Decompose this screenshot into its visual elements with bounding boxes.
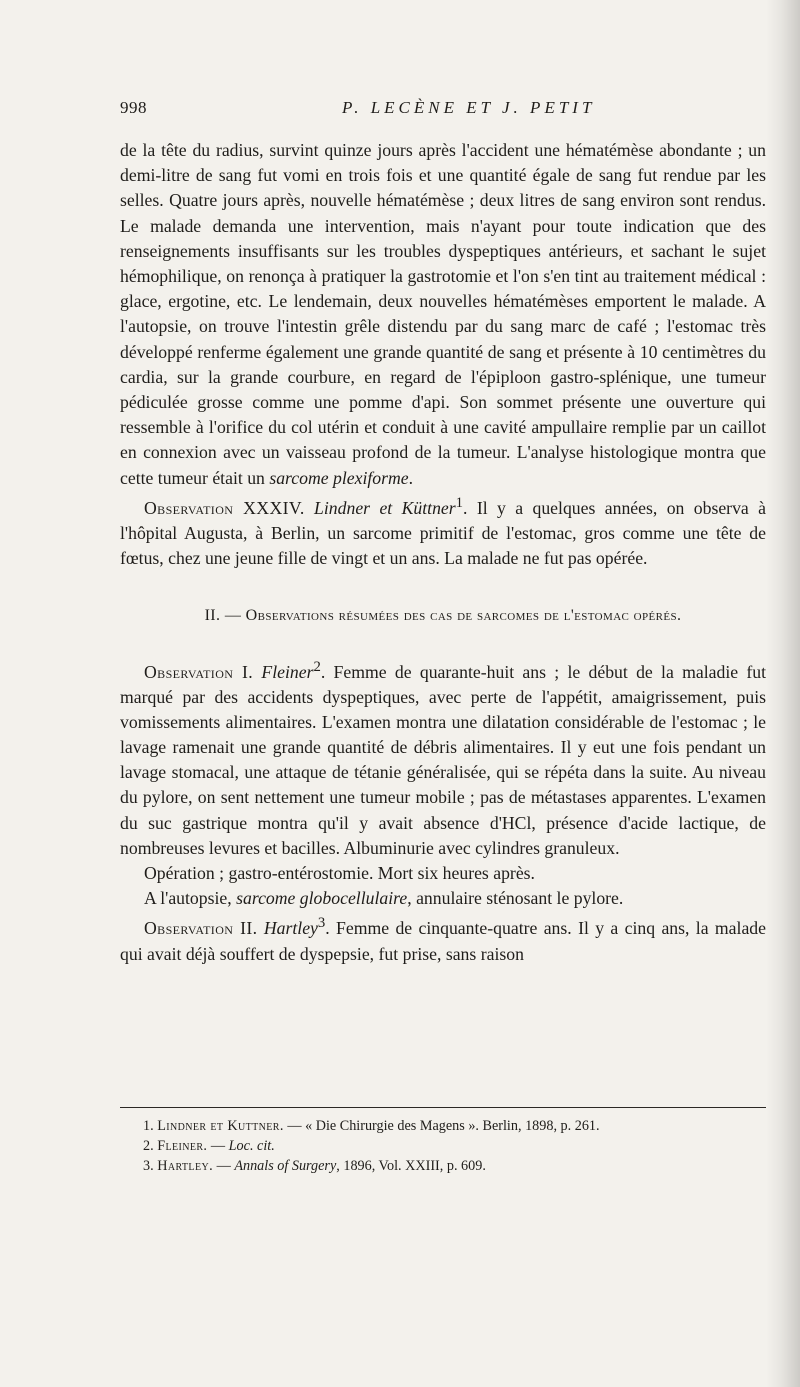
footnote-number: 1. <box>143 1118 154 1134</box>
footnote-title: Annals of Surgery <box>234 1158 337 1174</box>
paragraph-text: de la tête du radius, survint quinze jours après l'accident une hématémèse abondante ; un demi-litre de sang fut vomi en trois fois et une quantité égale de sang fut rendue par les selles. Quatre jours après, nouvelle hématémèse ; deux litres de sang environ sont rendus. Le malade demanda une intervention, mais n'ayant pour toute indication que des renseignements insuffisants sur les troubles dyspeptiques antérieurs, et sachant le sujet hémophilique, on renonça à pratiquer la gastrotomie et l'on s'en tint au traitement médical : glace, ergotine, etc. Le lendemain, deux nouvelles hématémèses emportent le malade. A l'autopsie, on trouve l'intestin grêle distendu par du sang marc de café ; l'estomac très développé renferme également une grande quantité de sang et présente à 10 centimètres du cardia, sur la grande courbure, en regard de l'épiploon gastro-splénique, une tumeur pédiculée grosse comme une pomme d'api. Son sommet présente une ouverture qui ressemble à l'orifice du col utérin et conduit à une cavité ampullaire remplie par un caillot en connexion avec un vaisseau profond de la tumeur. L'analyse histologique montra que cette tumeur était un <box>120 140 766 488</box>
running-title: P. LECÈNE ET J. PETIT <box>342 98 596 117</box>
footnote-text: — <box>216 1158 231 1174</box>
page-number: 998 <box>120 98 147 117</box>
footnote-title: Loc. cit. <box>228 1138 275 1154</box>
observation-label: Observation II. <box>144 918 258 939</box>
observation-label: Observation XXXIV. <box>144 497 305 518</box>
diagnosis-emphasis: sarcome plexiforme <box>269 467 409 488</box>
observation-1 <box>120 655 766 862</box>
observation-author: Hartley <box>263 918 318 939</box>
footnote-author: Fleiner. <box>157 1138 208 1154</box>
punctuation: . <box>408 467 414 488</box>
page-edge-shadow <box>766 0 800 1387</box>
section-number: II. — <box>204 607 242 625</box>
observation-text: . Femme de quarante-huit ans ; le début de la maladie fut marqué par des accidents dyspeptiques, avec perte de l'appétit, amaigrissement, puis vomissements alimentaires. L'examen montra une dilatation considérable de l'estomac ; le lavage ramenait une grande quantité de débris alimentaires. Il y eut une fois pendant un lavage stomacal, une attaque de tétanie généralisée, qui se répéta dans la suite. Au niveau du pylore, on sent nettement une tumeur mobile ; pas de métastases apparentes. L'examen du suc gastrique montra qu'il y avait absence d'HCl, présence d'acide lactique, de nombreuses levures et bacilles. Albuminurie avec cylindres granuleux. <box>120 661 767 858</box>
observation-text: . Il y a quelques années, on observa à l'hôpital Augusta, à Berlin, un sarcome primitif de l'estomac, gros comme une tête de fœtus, chez une jeune fille de vingt et un ans. La malade ne fut pas opérée. <box>120 497 767 569</box>
footnote-2 <box>143 1136 763 1156</box>
observation-author: Fleiner <box>261 661 314 682</box>
body-text <box>120 138 766 967</box>
page-header <box>120 96 760 120</box>
autopsy-line <box>120 886 766 911</box>
footnote-divider <box>120 1107 766 1108</box>
footnote-text: — <box>210 1138 226 1154</box>
observation-authors: Lindner et Küttner <box>314 497 456 518</box>
autopsy-intro: A l'autopsie, <box>144 888 232 909</box>
autopsy-end: , annulaire sténosant le pylore. <box>407 888 624 909</box>
diagnosis-emphasis: sarcome globocellulaire <box>236 888 408 909</box>
footnote-ref: 3 <box>317 915 326 932</box>
observation-34 <box>120 491 766 572</box>
operation-line: Opération ; gastro-entérostomie. Mort six heures après. <box>144 863 535 884</box>
observation-2 <box>120 911 766 966</box>
footnote-1 <box>143 1116 763 1136</box>
footnote-author: Lindner et Kuttner. <box>157 1118 284 1134</box>
footnote-author: Hartley. <box>157 1158 214 1174</box>
footnote-ref: 1 <box>455 494 464 511</box>
observation-label: Observation I. <box>144 661 254 682</box>
footnote-number: 3. <box>143 1158 154 1174</box>
footnotes <box>143 1116 763 1176</box>
footnote-number: 2. <box>143 1138 154 1154</box>
footnote-ref: 2 <box>313 658 321 675</box>
section-heading <box>120 603 766 628</box>
section-title: Observations résumées des cas de sarcomes de l'estomac opérés. <box>245 607 682 625</box>
footnote-text: — « Die Chirurgie des Magens ». Berlin, 1898, p. 261. <box>287 1118 600 1134</box>
paragraph-autopsy-case <box>120 138 766 491</box>
observation-text: . Femme de cinquante-quatre ans. Il y a cinq ans, la malade qui avait déjà souffert de dyspepsie, fut prise, sans raison <box>120 918 766 964</box>
footnote-3 <box>143 1156 763 1176</box>
footnote-details: , 1896, Vol. XXIII, p. 609. <box>336 1158 486 1174</box>
